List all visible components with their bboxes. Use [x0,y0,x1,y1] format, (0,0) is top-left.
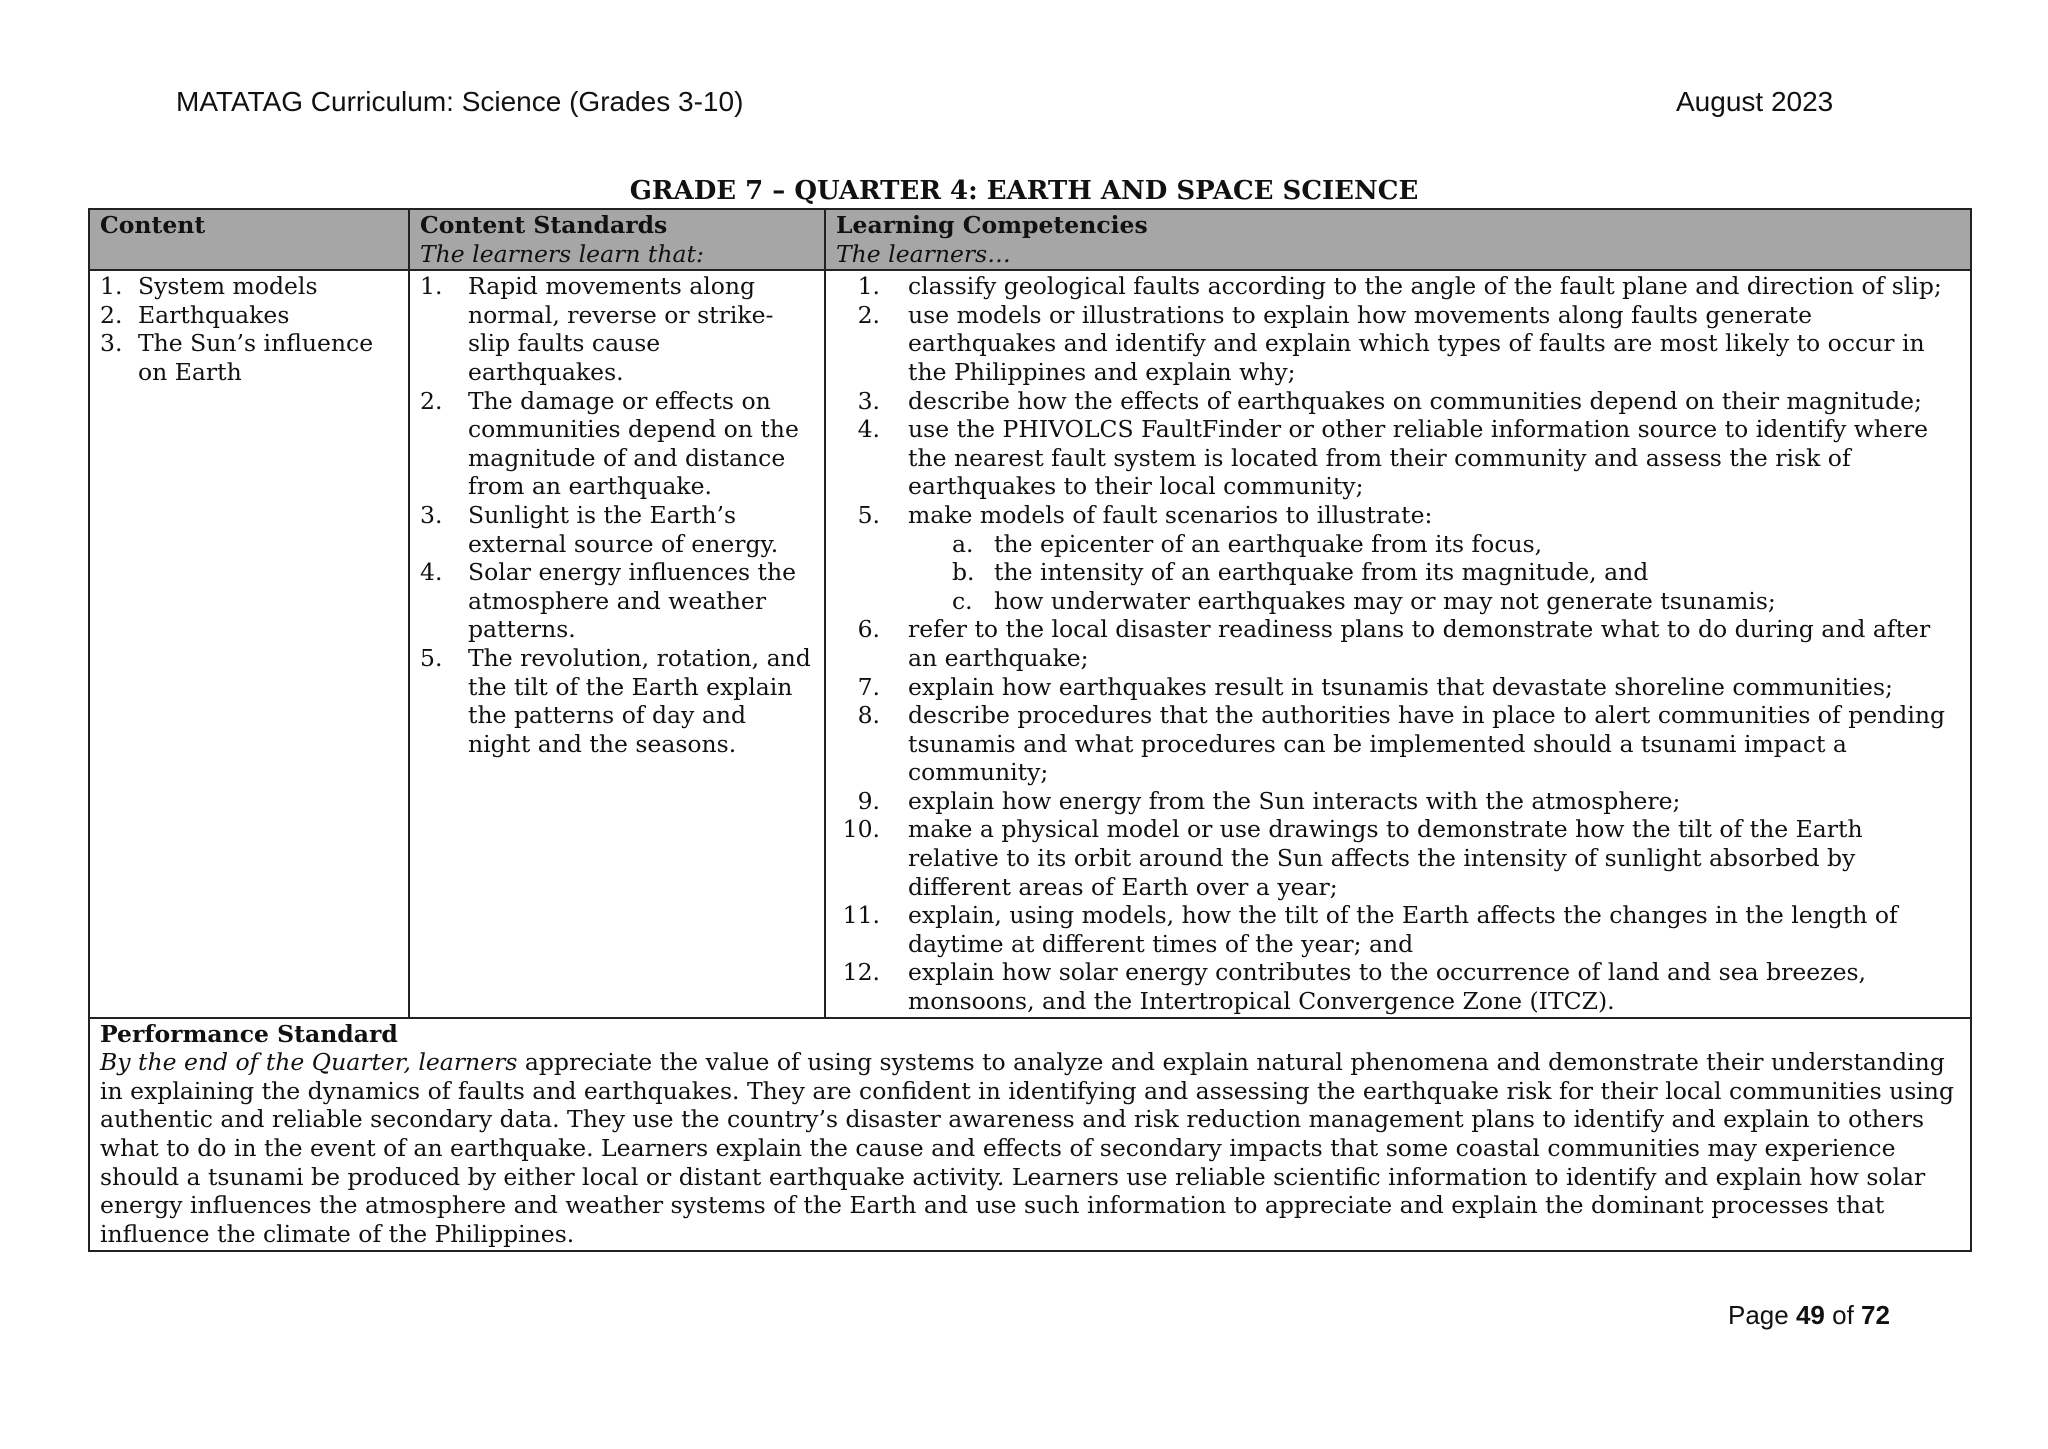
sub-list-text: how underwater earthquakes may or may not generate tsunamis; [994,586,1776,615]
sub-list-letter: a. [952,529,974,558]
sub-list-item [908,530,1960,559]
list-item [836,501,1960,615]
column-title: Content [100,211,206,239]
list-item [836,301,1960,387]
list-text: explain how earthquakes result in tsunamis that devastate shoreline communities; [908,672,1893,701]
list-text: explain, using models, how the tilt of the Earth affects the changes in the length of daytime at different times of the year; and [908,901,1898,958]
list-number: 7. [857,672,880,701]
list-number: 2. [857,300,880,329]
competencies-list [836,272,1960,1015]
list-number: 2. [100,300,123,329]
list-number: 3. [420,500,443,529]
list-text: Earthquakes [138,300,290,329]
list-number: 11. [842,901,880,930]
list-item [420,501,814,558]
content-list [100,272,398,386]
performance-standard-text: appreciate the value of using systems to analyze and explain natural phenomena and demonstrate their understanding in explaining the dynamics of faults and earthquakes. They are confident in identifying and assessing the earthquake risk for their local communities using authentic and reliable secondary data. They use the country’s disaster awareness and risk reduction management plans to identify and explain to others what to do in the event of an earthquake. Learners explain the cause and effects of secondary impacts that some coastal communities may experience should a tsunami be produced by either local or distant earthquake activity. Learners use reliable scientific information to identify and explain how solar energy influences the atmosphere and weather systems of the Earth and use such information to appreciate and explain the dominant processes that influence the climate of the Philippines. [100,1048,1954,1248]
current-page: 49 [1795,1300,1825,1330]
list-text: The damage or effects on communities depend on the magnitude of and distance from an earthquake. [468,386,799,501]
performance-standard-heading: Performance Standard [100,1019,398,1048]
list-item [420,644,814,758]
column-header-competencies [825,209,1971,270]
list-number: 1. [857,272,880,301]
list-item [420,272,814,386]
sub-list-item [908,587,1960,616]
of-label: of [1832,1300,1854,1330]
column-subtitle: The learners learn that: [420,239,704,268]
list-number: 5. [420,643,443,672]
list-text: The Sun’s influence on Earth [138,329,374,386]
standards-cell [409,270,825,1017]
list-text: explain how solar energy contributes to the occurrence of land and sea breezes, monsoons, and the Intertropical Convergence Zone (ITCZ). [908,958,1867,1016]
list-number: 3. [857,386,880,415]
document-header-date: August 2023 [1676,86,1834,117]
list-text: make a physical model or use drawings to demonstrate how the tilt of the Earth relative to its orbit around the Sun affects the intensity of sunlight absorbed by different areas of Earth over a year; [908,815,1863,901]
column-subtitle: The learners… [836,239,1011,268]
list-text: The revolution, rotation, and the tilt of the Earth explain the patterns of day and night and the seasons. [468,643,811,758]
competencies-cell [825,270,1971,1017]
list-item [836,901,1960,958]
column-title: Content Standards [420,211,668,239]
list-item [100,329,398,386]
list-text: refer to the local disaster readiness plans to demonstrate what to do during and after an earthquake; [908,615,1931,672]
list-number: 4. [420,558,443,587]
list-text: System models [138,272,318,301]
total-pages: 72 [1861,1300,1890,1330]
list-item [836,415,1960,501]
list-number: 4. [857,415,880,444]
list-item [836,787,1960,816]
list-text: use the PHIVOLCS FaultFinder or other reliable information source to identify where the nearest fault system is located from their community and assess the risk of earthquakes to their local community; [908,415,1929,501]
table-body-row [89,270,1971,1017]
column-header-standards [409,209,825,270]
list-item [836,272,1960,301]
list-item [836,958,1960,1015]
list-text: make models of fault scenarios to illustrate: [908,500,1433,529]
list-text: describe how the effects of earthquakes on communities depend on their magnitude; [908,386,1922,415]
list-number: 2. [420,386,443,415]
list-item [420,558,814,644]
list-number: 10. [842,815,880,844]
list-number: 1. [100,272,123,301]
list-item [836,673,1960,702]
list-text: explain how energy from the Sun interacts with the atmosphere; [908,786,1681,815]
list-text: classify geological faults according to the angle of the fault plane and direction of slip; [908,272,1942,301]
list-text: Sunlight is the Earth’s external source of energy. [468,500,779,558]
sub-list [908,530,1960,616]
sub-list-text: the epicenter of an earthquake from its focus, [994,529,1543,558]
list-number: 12. [842,958,880,987]
list-text: describe procedures that the authorities have in place to alert communities of pending tsunamis and what procedures can be implemented should a tsunami impact a community; [908,701,1946,787]
column-header-content [89,209,409,270]
sub-list-letter: b. [952,558,975,587]
list-text: Rapid movements along normal, reverse or strike-slip faults cause earthquakes. [468,272,774,386]
list-item [836,701,1960,787]
column-title: Learning Competencies [836,211,1148,239]
list-item [836,815,1960,901]
list-item [836,387,1960,416]
page-number [1728,1300,1890,1331]
content-cell [89,270,409,1017]
list-number: 5. [857,500,880,529]
list-text: Solar energy influences the atmosphere and weather patterns. [468,558,797,644]
list-item [100,272,398,301]
list-number: 9. [857,786,880,815]
page-label: Page [1728,1300,1789,1330]
curriculum-table [88,208,1972,1252]
list-item [836,615,1960,672]
page-title: GRADE 7 – QUARTER 4: EARTH AND SPACE SCIENCE [629,176,1419,206]
standards-list [420,272,814,758]
list-number: 6. [857,615,880,644]
list-number: 1. [420,272,443,301]
sub-list-text: the intensity of an earthquake from its magnitude, and [994,558,1649,587]
document-header-title: MATATAG Curriculum: Science (Grades 3-10) [176,86,744,117]
performance-standard-row [89,1018,1971,1252]
performance-standard-cell [89,1018,1971,1252]
performance-standard-lead: By the end of the Quarter, learners [100,1048,518,1077]
sub-list-letter: c. [952,586,973,615]
table-header-row [89,209,1971,270]
sub-list-item [908,558,1960,587]
list-item [420,387,814,501]
list-number: 3. [100,329,123,358]
list-number: 8. [857,701,880,730]
list-item [100,301,398,330]
list-text: use models or illustrations to explain how movements along faults generate earthquakes and identify and explain which types of faults are most likely to occur in the Philippines and explain why; [908,300,1925,386]
